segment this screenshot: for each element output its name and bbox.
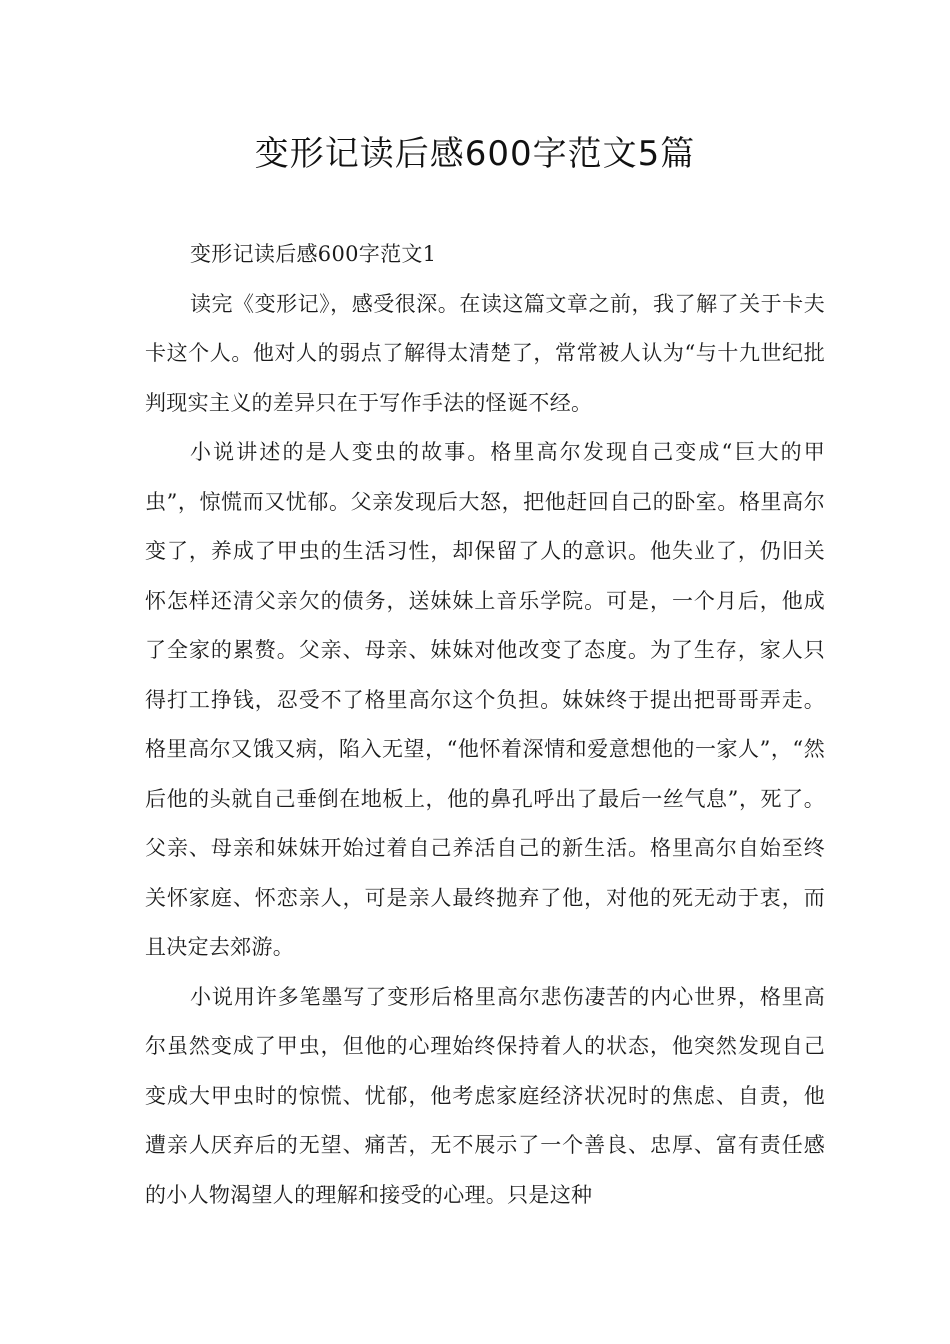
document-body: [145, 230, 825, 1220]
paragraph: 小说用许多笔墨写了变形后格里高尔悲伤凄苦的内心世界，格里高尔虽然变成了甲虫，但他的心理始终保持着人的状态，他突然发现自己变成大甲虫时的惊慌、忧郁，他考虑家庭经济状况时的焦虑、自责，他遭亲人厌弃后的无望、痛苦，无不展示了一个善良、忠厚、富有责任感的小人物渴望人的理解和接受的心理。只是这种: [145, 984, 825, 1207]
section-heading: 变形记读后感600字范文1: [190, 242, 437, 266]
paragraph: 小说讲述的是人变虫的故事。格里高尔发现自己变成“巨大的甲虫”，惊慌而又忧郁。父亲发现后大怒，把他赶回自己的卧室。格里高尔变了，养成了甲虫的生活习性，却保留了人的意识。他失业了，仍旧关怀怎样还清父亲欠的债务，送妹妹上音乐学院。可是，一个月后，他成了全家的累赘。父亲、母亲、妹妹对他改变了态度。为了生存，家人只得打工挣钱，忍受不了格里高尔这个负担。妹妹终于提出把哥哥弄走。格里高尔又饿又病，陷入无望，“他怀着深情和爱意想他的一家人”，“然后他的头就自己垂倒在地板上，他的鼻孔呼出了最后一丝气息”，死了。父亲、母亲和妹妹开始过着自己养活自己的新生活。格里高尔自始至终关怀家庭、怀恋亲人，可是亲人最终抛弃了他，对他的死无动于衷，而且决定去郊游。: [145, 440, 825, 959]
paragraph: 读完《变形记》，感受很深。在读这篇文章之前，我了解了关于卡夫卡这个人。他对人的弱点了解得太清楚了，常常被人认为“与十九世纪批判现实主义的差异只在于写作手法的怪诞不经。: [145, 291, 825, 415]
document-title: 变形记读后感600字范文5篇: [254, 134, 696, 174]
